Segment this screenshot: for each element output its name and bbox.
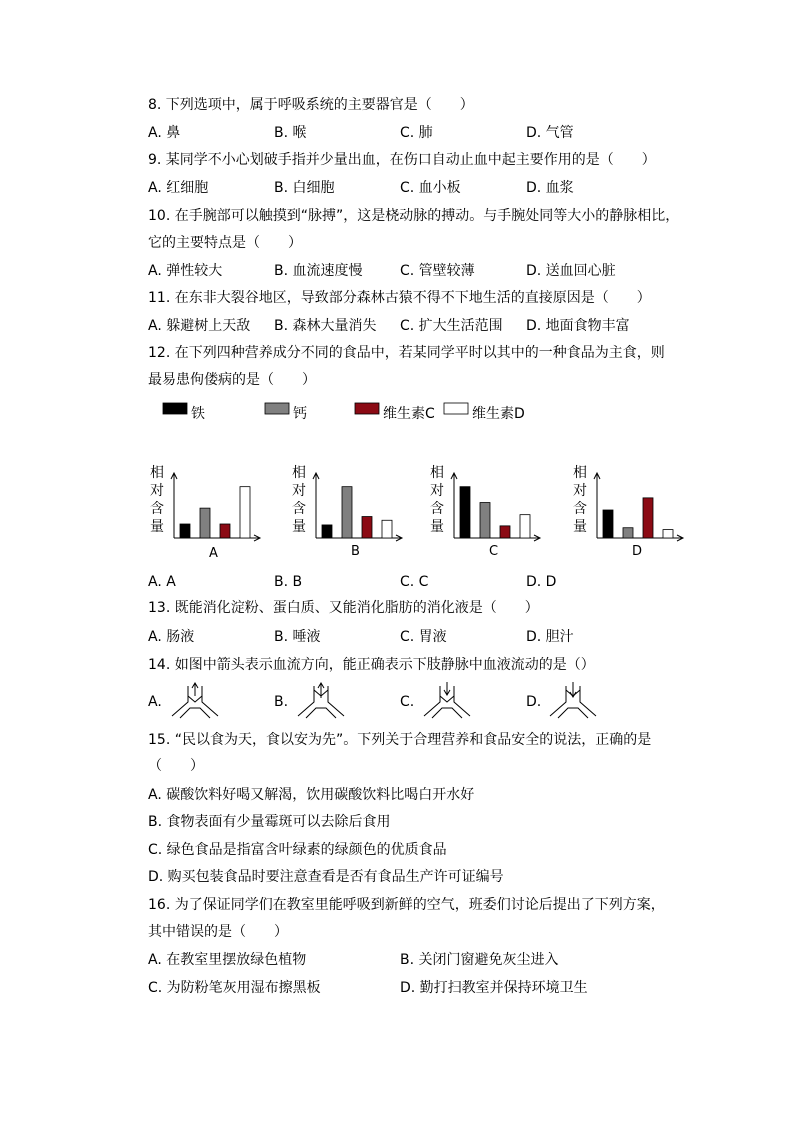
q8-option-c: C. 肺 <box>400 125 433 141</box>
q12-option-a: A. A <box>148 574 176 590</box>
legend-label: 维生素C <box>383 406 435 422</box>
chart-panel-label: A <box>209 546 218 561</box>
y-axis-label-char: 含 <box>430 501 444 517</box>
q9-stem: 9. 某同学不小心划破手指并少量出血，在伤口自动止血中起主要作用的是（ ） <box>148 152 656 168</box>
q14-label-d: D. <box>526 694 542 710</box>
q11-option-b: B. 森林大量消失 <box>274 318 377 334</box>
q14-label-c: C. <box>400 694 415 710</box>
legend-swatch <box>265 403 289 414</box>
q11-option-d: D. 地面食物丰富 <box>526 318 630 334</box>
q13-option-a: A. 肠液 <box>148 629 195 645</box>
vein-valve-diagram-d <box>546 680 598 720</box>
bar-D-3 <box>663 530 673 538</box>
q11-option-a: A. 躲避树上天敌 <box>148 318 251 334</box>
q9-option-b: B. 白细胞 <box>274 180 335 196</box>
q15-option-d: D. 购买包装食品时要注意查看是否有食品生产许可证编号 <box>148 869 504 885</box>
q13-option-d: D. 胆汁 <box>526 629 574 645</box>
q15-stem-line2: （ ） <box>148 758 204 774</box>
bar-A-2 <box>220 524 230 538</box>
y-axis-label-char: 量 <box>150 519 164 535</box>
legend-swatch <box>444 403 468 414</box>
y-axis-label-char: 含 <box>150 501 164 517</box>
q10-option-c: C. 管壁较薄 <box>400 263 475 279</box>
q15-option-a: A. 碳酸饮料好喝又解渴，饮用碳酸饮料比喝白开水好 <box>148 787 475 803</box>
vein-valve-diagram-c <box>420 680 472 720</box>
bar-C-0 <box>460 487 470 538</box>
q16-option-d: D. 勤打扫教室并保持环境卫生 <box>400 980 588 996</box>
q12-option-b: B. B <box>274 574 303 590</box>
q13-option-b: B. 唾液 <box>274 629 321 645</box>
q11-stem: 11. 在东非大裂谷地区，导致部分森林古猿不得不下地生活的直接原因是（ ） <box>148 290 651 306</box>
y-axis-label-char: 对 <box>150 483 164 499</box>
bar-A-3 <box>240 487 250 538</box>
q16-option-a: A. 在教室里摆放绿色植物 <box>148 952 307 968</box>
bar-B-2 <box>362 517 372 538</box>
q9-option-a: A. 红细胞 <box>148 180 209 196</box>
q16-stem-line2: 其中错误的是（ ） <box>148 924 288 940</box>
q16-option-b: B. 关闭门窗避免灰尘进入 <box>400 952 559 968</box>
vein-valve-diagram-a <box>168 680 220 720</box>
q13-stem: 13. 既能消化淀粉、蛋白质、又能消化脂肪的消化液是（ ） <box>148 600 539 616</box>
chart-legend <box>163 403 525 422</box>
q15-option-b: B. 食物表面有少量霉斑可以去除后食用 <box>148 814 391 830</box>
chart-panel-label: D <box>632 544 643 559</box>
legend-label: 维生素D <box>472 406 525 422</box>
q10-option-d: D. 送血回心脏 <box>526 263 616 279</box>
y-axis-label-char: 含 <box>292 501 306 517</box>
q12-option-c: C. C <box>400 574 429 590</box>
y-axis-label-char: 对 <box>292 483 306 499</box>
q8-stem: 8. 下列选项中，属于呼吸系统的主要器官是（ ） <box>148 97 474 113</box>
y-axis-label-char: 相 <box>430 465 444 481</box>
bar-B-0 <box>322 525 332 538</box>
q8-option-b: B. 喉 <box>274 125 307 141</box>
q9-option-d: D. 血浆 <box>526 180 574 196</box>
bar-D-2 <box>643 498 653 538</box>
bar-A-0 <box>180 524 190 538</box>
bar-C-1 <box>480 503 490 538</box>
legend-swatch <box>355 403 379 414</box>
y-axis-label-char: 相 <box>292 465 306 481</box>
q13-option-c: C. 胃液 <box>400 629 447 645</box>
y-axis-label-char: 相 <box>573 465 587 481</box>
bar-B-3 <box>382 520 392 538</box>
q10-stem-line2: 它的主要特点是（ ） <box>148 235 302 251</box>
y-axis-label-char: 相 <box>150 465 164 481</box>
q10-stem-line1: 10. 在手腕部可以触摸到“脉搏”，这是桡动脉的搏动。与手腕处同等大小的静脉相比， <box>148 208 680 224</box>
q9-option-c: C. 血小板 <box>400 180 461 196</box>
q10-option-a: A. 弹性较大 <box>148 263 223 279</box>
bar-A-1 <box>200 508 210 538</box>
bar-C-3 <box>520 515 530 538</box>
q16-option-c: C. 为防粉笔灰用湿布擦黑板 <box>148 980 321 996</box>
legend-label: 钙 <box>293 406 307 422</box>
legend-swatch <box>163 403 187 414</box>
q15-stem-line1: 15. “民以食为天，食以安为先”。下列关于合理营养和食品安全的说法，正确的是 <box>148 732 652 748</box>
bar-B-1 <box>342 487 352 538</box>
legend-label: 铁 <box>191 406 205 422</box>
q10-option-b: B. 血流速度慢 <box>274 263 363 279</box>
y-axis-label-char: 含 <box>573 501 587 517</box>
q14-label-a: A. <box>148 694 162 710</box>
vein-valve-diagram-b <box>294 680 346 720</box>
bar-D-0 <box>603 510 613 538</box>
nutrient-bar-charts <box>0 395 794 570</box>
chart-panels <box>150 464 683 561</box>
q11-option-c: C. 扩大生活范围 <box>400 318 503 334</box>
bar-C-2 <box>500 526 510 538</box>
q14-label-b: B. <box>274 694 289 710</box>
chart-panel-label: C <box>489 544 499 559</box>
q15-option-c: C. 绿色食品是指富含叶绿素的绿颜色的优质食品 <box>148 842 447 858</box>
q12-option-d: D. D <box>526 574 557 590</box>
bar-D-1 <box>623 528 633 538</box>
y-axis-label-char: 对 <box>430 483 444 499</box>
q12-stem-line2: 最易患佝偻病的是（ ） <box>148 372 316 388</box>
q8-option-d: D. 气管 <box>526 125 574 141</box>
q14-stem: 14. 如图中箭头表示血流方向，能正确表示下肢静脉中血液流动的是（） <box>148 657 595 673</box>
y-axis-label-char: 对 <box>573 483 587 499</box>
chart-panel-label: B <box>351 544 360 559</box>
q16-stem-line1: 16. 为了保证同学们在教室里能呼吸到新鲜的空气，班委们讨论后提出了下列方案， <box>148 897 665 913</box>
y-axis-label-char: 量 <box>430 519 444 535</box>
q8-option-a: A. 鼻 <box>148 125 181 141</box>
y-axis-label-char: 量 <box>573 519 587 535</box>
q12-stem-line1: 12. 在下列四种营养成分不同的食品中，若某同学平时以其中的一种食品为主食，则 <box>148 345 665 361</box>
y-axis-label-char: 量 <box>292 519 306 535</box>
